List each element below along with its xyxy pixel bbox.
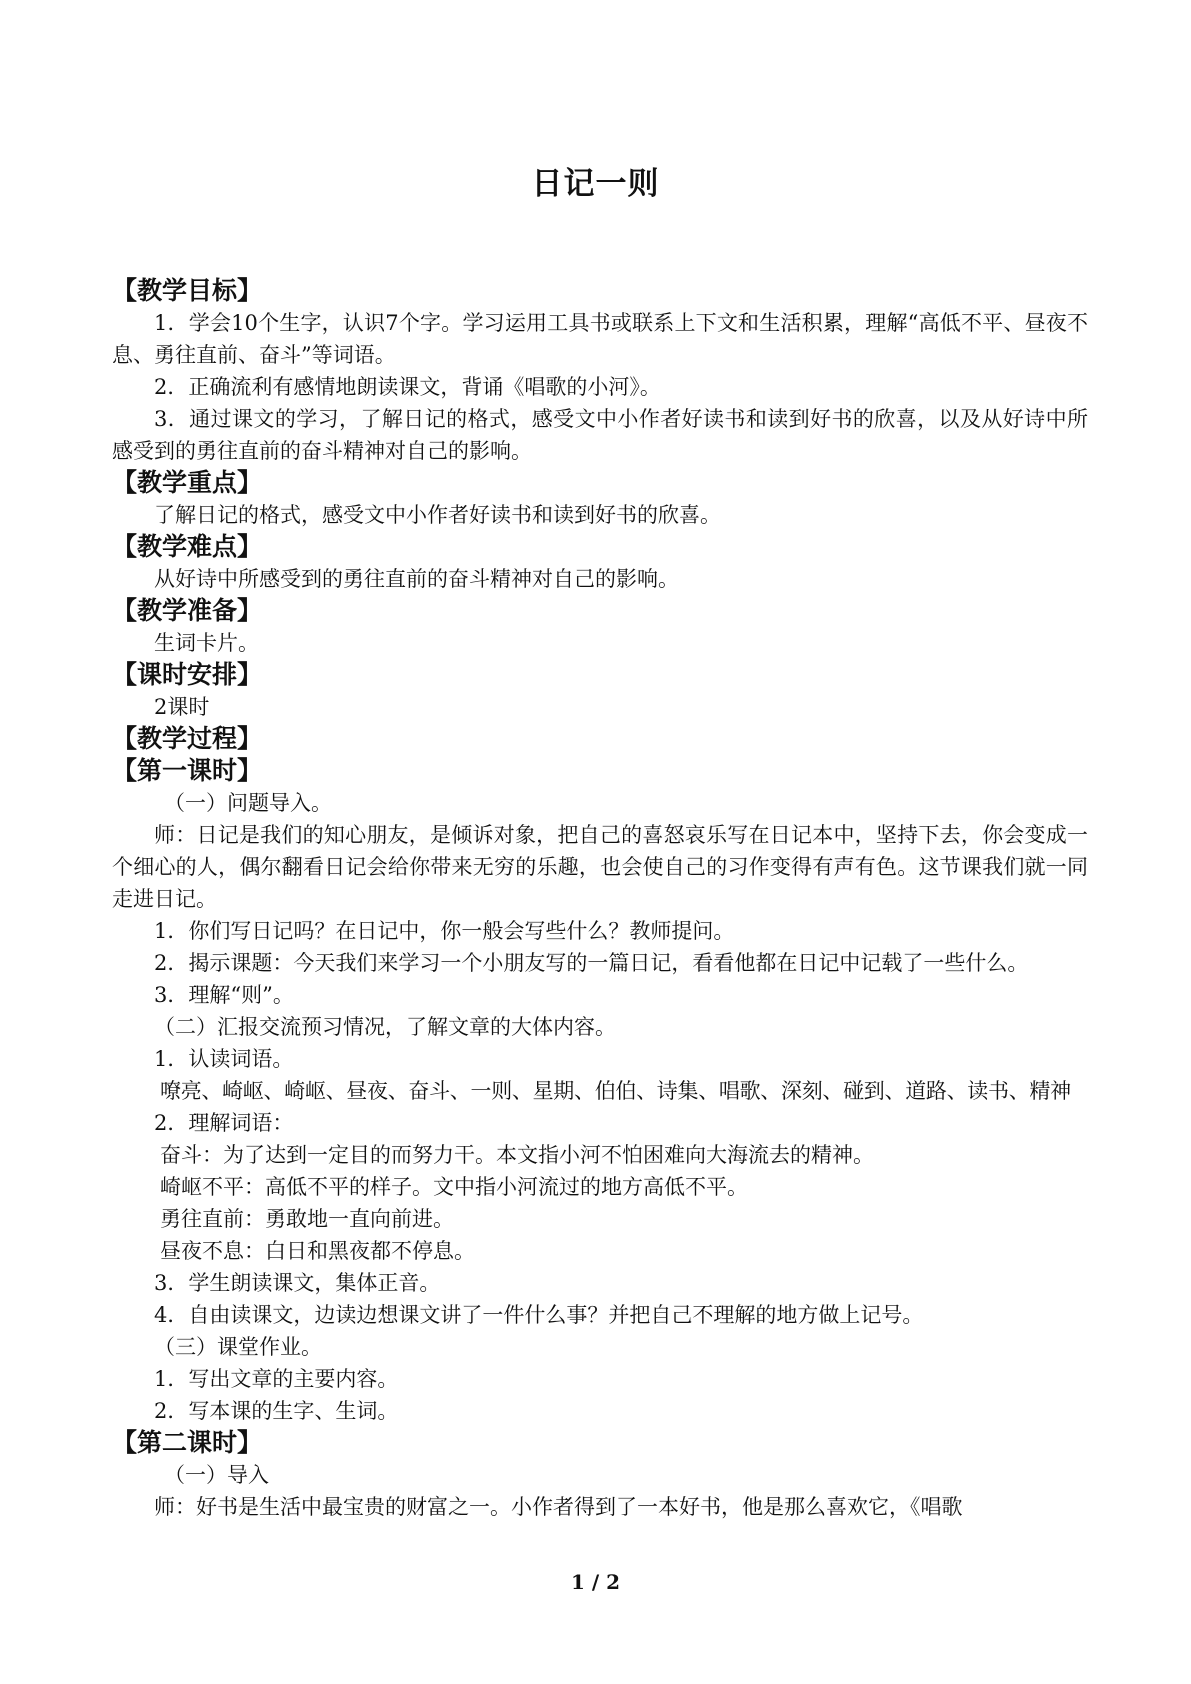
lesson1-part3-title: （三）课堂作业。 — [154, 1335, 322, 1359]
lesson1-read-aloud: 3．学生朗读课文，集体正音。 — [154, 1271, 441, 1295]
section-heading-goals: 【教学目标】 — [112, 276, 263, 305]
goal-item-3: 3．通过课文的学习，了解日记的格式，感受文中小作者好读书和读到好书的欣喜，以及从好诗中所感受到的勇往直前的奋斗精神对自己的影响。 — [112, 407, 1088, 463]
section-heading-lesson-1: 【第一课时】 — [112, 756, 263, 785]
lesson1-part2-title: （二）汇报交流预习情况，了解文章的大体内容。 — [154, 1015, 616, 1039]
section-heading-lesson-2: 【第二课时】 — [112, 1428, 263, 1457]
word-definition: 昼夜不息：白日和黑夜都不停息。 — [160, 1239, 475, 1263]
lesson1-part1-title: （一）问题导入。 — [164, 791, 332, 815]
lesson1-teacher-intro: 师：日记是我们的知心朋友，是倾诉对象，把自己的喜怒哀乐写在日记本中，坚持下去，你会变成一个细心的人，偶尔翻看日记会给你带来无穷的乐趣，也会使自己的习作变得有声有色。这节课我们就一同走进日记。 — [112, 823, 1088, 911]
section-heading-key-points: 【教学重点】 — [112, 468, 263, 497]
goal-item-2: 2．正确流利有感情地朗读课文，背诵《唱歌的小河》。 — [154, 375, 661, 399]
lesson1-question-2: 2．揭示课题：今天我们来学习一个小朋友写的一篇日记，看看他都在日记中记载了一些什么。 — [154, 951, 1029, 975]
page-number: 1 / 2 — [570, 1570, 621, 1594]
key-points-text: 了解日记的格式，感受文中小作者好读书和读到好书的欣喜。 — [154, 503, 721, 527]
lesson2-teacher-intro: 师：好书是生活中最宝贵的财富之一。小作者得到了一本好书，他是那么喜欢它，《唱歌 — [154, 1495, 963, 1519]
document-body — [112, 275, 1088, 1523]
word-definition: 崎岖不平：高低不平的样子。文中指小河流过的地方高低不平。 — [160, 1175, 748, 1199]
lesson1-question-3: 3．理解“则”。 — [154, 983, 294, 1007]
section-heading-difficulties: 【教学难点】 — [112, 532, 263, 561]
document-title: 日记一则 — [531, 166, 660, 202]
lesson1-homework-1: 1．写出文章的主要内容。 — [154, 1367, 399, 1391]
schedule-text: 2课时 — [154, 695, 210, 719]
lesson1-question-1: 1．你们写日记吗？在日记中，你一般会写些什么？教师提问。 — [154, 919, 735, 943]
word-definition: 勇往直前：勇敢地一直向前进。 — [160, 1207, 454, 1231]
goal-item-1: 1．学会10个生字，认识7个字。学习运用工具书或联系上下文和生活积累，理解“高低不平、昼夜不息、勇往直前、奋斗”等词语。 — [112, 311, 1088, 367]
preparation-text: 生词卡片。 — [154, 631, 259, 655]
lesson1-read-words-title: 1．认读词语。 — [154, 1047, 294, 1071]
lesson1-understand-title: 2．理解词语： — [154, 1111, 294, 1135]
word-definition: 奋斗：为了达到一定目的而努力干。本文指小河不怕困难向大海流去的精神。 — [160, 1143, 874, 1167]
section-heading-process: 【教学过程】 — [112, 724, 263, 753]
lesson1-free-read: 4．自由读课文，边读边想课文讲了一件什么事？并把自己不理解的地方做上记号。 — [154, 1303, 924, 1327]
section-heading-schedule: 【课时安排】 — [112, 660, 263, 689]
lesson1-homework-2: 2．写本课的生字、生词。 — [154, 1399, 399, 1423]
lesson2-part1-title: （一）导入 — [164, 1463, 269, 1487]
section-heading-preparation: 【教学准备】 — [112, 596, 263, 625]
difficulties-text: 从好诗中所感受到的勇往直前的奋斗精神对自己的影响。 — [154, 567, 679, 591]
lesson1-word-list: 嘹亮、崎岖、崎岖、昼夜、奋斗、一则、星期、伯伯、诗集、唱歌、深刻、碰到、道路、读书、精神 — [160, 1079, 1071, 1103]
